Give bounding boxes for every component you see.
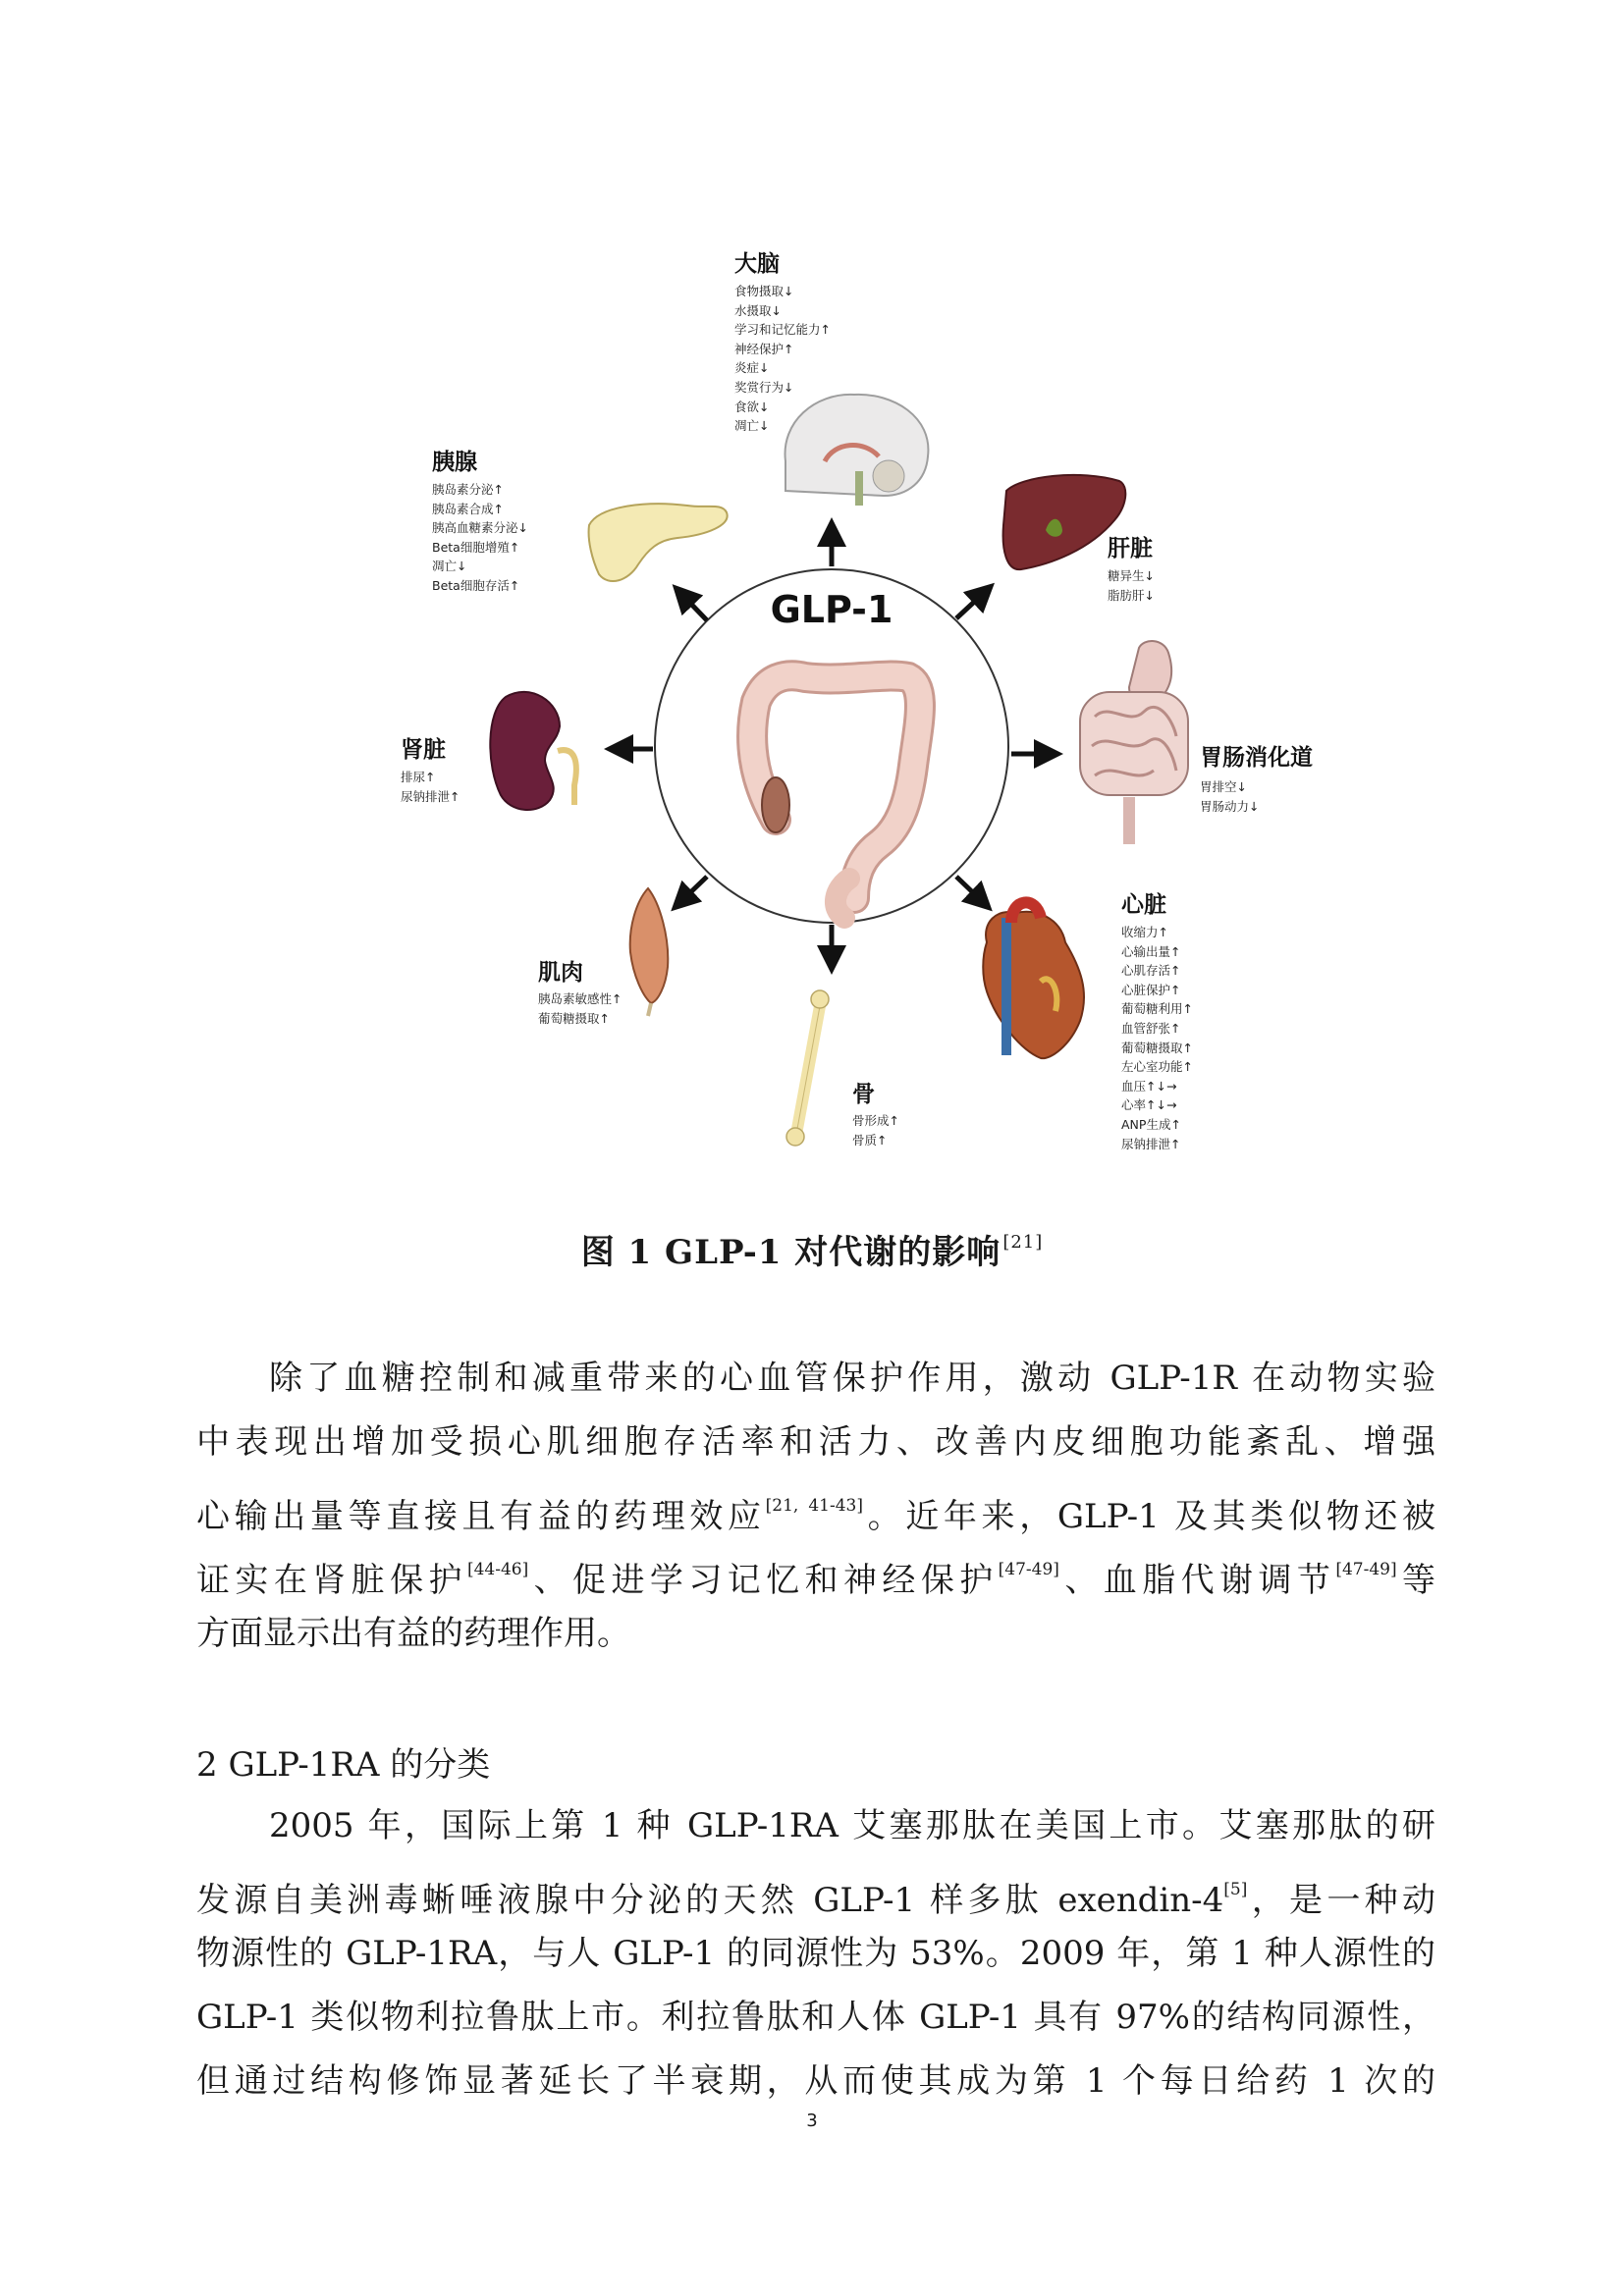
- text-line: [196, 1538, 1435, 1602]
- text-fragment: ，是一种动: [1247, 1881, 1435, 1920]
- glp1-center-label: GLP-1: [770, 588, 893, 631]
- effect-item: 心脏保护↑: [1121, 982, 1181, 997]
- effect-item: 胰岛素敏感性↑: [538, 991, 623, 1006]
- citation: [21, 41-43]: [765, 1496, 863, 1516]
- effect-item: 葡萄糖摄取↑: [1121, 1040, 1193, 1055]
- text-line: 除了血糖控制和减重带来的心血管保护作用，激动 GLP-1R 在动物实验: [269, 1359, 1435, 1398]
- effect-item: 胰高血糖素分泌↓: [432, 520, 528, 536]
- section-heading: 2 GLP-1RA 的分类: [196, 1745, 491, 1785]
- kidney-effects: [401, 768, 460, 806]
- text-fragment: 等: [1396, 1561, 1436, 1600]
- effect-item: 胰岛素分泌↑: [432, 482, 504, 497]
- effect-item: 骨质↑: [852, 1132, 888, 1148]
- page-number: 3: [806, 2110, 818, 2131]
- effect-item: 糖异生↓: [1108, 568, 1155, 583]
- caption-text: 图 1 GLP-1 对代谢的影响: [580, 1233, 1001, 1272]
- effect-item: 炎症↓: [734, 360, 770, 376]
- bone-effects: [852, 1111, 899, 1149]
- gi-tract-effects: [1200, 777, 1259, 816]
- paragraph-2: [196, 1794, 1435, 2113]
- effect-item: 心输出量↑: [1121, 943, 1181, 959]
- text-fragment: 发源自美洲毒蜥唾液腺中分泌的天然 GLP-1 样多肽 exendin-4: [196, 1881, 1224, 1920]
- gi-tract-illustration: [1080, 641, 1188, 844]
- effect-item: 心肌存活↑: [1121, 963, 1181, 979]
- effect-item: 葡萄糖摄取↑: [538, 1010, 610, 1026]
- figure-caption: [0, 1225, 1624, 1273]
- kidney-illustration: [490, 692, 576, 810]
- muscle-effects: [538, 989, 622, 1028]
- effect-item: 胃排空↓: [1200, 779, 1247, 794]
- effect-item: 食物摄取↓: [734, 284, 794, 298]
- muscle-title: 肌肉: [538, 960, 583, 986]
- effect-item: 神经保护↑: [734, 341, 794, 356]
- text-fragment: 。近年来，GLP-1 及其类似物还被: [862, 1497, 1436, 1536]
- liver-effects: [1108, 566, 1155, 605]
- effect-item: 血压↑↓→: [1121, 1078, 1177, 1094]
- citation: [44-46]: [466, 1560, 529, 1579]
- effect-item: 奖赏行为↓: [734, 379, 794, 395]
- gi-tract-title: 胃肠消化道: [1200, 745, 1313, 771]
- effect-item: 排尿↑: [401, 770, 436, 784]
- effect-item: 凋亡↓: [734, 418, 770, 434]
- pancreas-title: 胰腺: [432, 450, 477, 475]
- effect-item: 凋亡↓: [432, 559, 467, 574]
- effect-item: 血管舒张↑: [1121, 1020, 1181, 1036]
- bone-title: 骨: [852, 1082, 875, 1107]
- effect-item: ANP生成↑: [1121, 1116, 1181, 1132]
- effect-item: 收缩力↑: [1121, 925, 1168, 939]
- text-line: 但通过结构修饰显著延长了半衰期，从而使其成为第 1 个每日给药 1 次的: [196, 2061, 1435, 2101]
- text-line: 中表现出增加受损心肌细胞存活率和活力、改善内皮细胞功能紊乱、增强: [196, 1422, 1435, 1462]
- effect-item: Beta细胞存活↑: [432, 577, 520, 593]
- text-line: 物源性的 GLP-1RA，与人 GLP-1 的同源性为 53%。2009 年，第 1 种人源性的: [196, 1934, 1435, 1973]
- effect-item: 葡萄糖利用↑: [1121, 1001, 1193, 1017]
- paragraph-1: [196, 1347, 1435, 1666]
- citation: [47-49]: [998, 1560, 1059, 1579]
- kidney-title: 肾脏: [401, 737, 446, 763]
- bone-illustration: [786, 990, 829, 1146]
- text-line: 方面显示出有益的药理作用。: [196, 1614, 630, 1653]
- pancreas-effects: [432, 480, 528, 596]
- effect-item: 食欲↓: [734, 399, 770, 414]
- citation: [5]: [1223, 1880, 1248, 1899]
- effect-item: 左心室功能↑: [1121, 1059, 1193, 1075]
- effect-item: 脂肪肝↓: [1108, 587, 1155, 603]
- muscle-illustration: [630, 888, 669, 1016]
- brain-effects: [734, 282, 831, 436]
- text-line: 2005 年，国际上第 1 种 GLP-1RA 艾塞那肽在美国上市。艾塞那肽的研: [269, 1806, 1435, 1845]
- brain-title: 大脑: [734, 251, 780, 277]
- effect-item: 胰岛素合成↑: [432, 501, 504, 516]
- text-fragment: 、血脂代谢调节: [1058, 1561, 1336, 1600]
- text-line: [196, 1858, 1435, 1922]
- effect-item: Beta细胞增殖↑: [432, 539, 520, 555]
- effect-item: 水摄取↓: [734, 302, 782, 318]
- effect-item: 心率↑↓→: [1121, 1097, 1177, 1113]
- citation: [47-49]: [1335, 1560, 1397, 1579]
- heart-effects: [1121, 923, 1193, 1153]
- pancreas-illustration: [589, 504, 728, 581]
- text-fragment: 、促进学习记忆和神经保护: [528, 1561, 999, 1600]
- effect-item: 学习和记忆能力↑: [734, 322, 831, 338]
- text-fragment: 心输出量等直接且有益的药理效应: [196, 1497, 766, 1536]
- caption-reference: [21]: [1002, 1232, 1044, 1253]
- effect-item: 骨形成↑: [852, 1113, 899, 1128]
- heart-title: 心脏: [1121, 892, 1166, 918]
- text-line: GLP-1 类似物利拉鲁肽上市。利拉鲁肽和人体 GLP-1 具有 97%的结构同源性，: [196, 1998, 1435, 2037]
- text-fragment: 证实在肾脏保护: [196, 1561, 467, 1600]
- heart-illustration: [983, 902, 1084, 1058]
- liver-title: 肝脏: [1108, 536, 1153, 561]
- effect-item: 尿钠排泄↑: [1121, 1136, 1181, 1151]
- effect-item: 胃肠动力↓: [1200, 798, 1260, 814]
- text-line: [196, 1474, 1435, 1538]
- effect-item: 尿钠排泄↑: [401, 788, 460, 804]
